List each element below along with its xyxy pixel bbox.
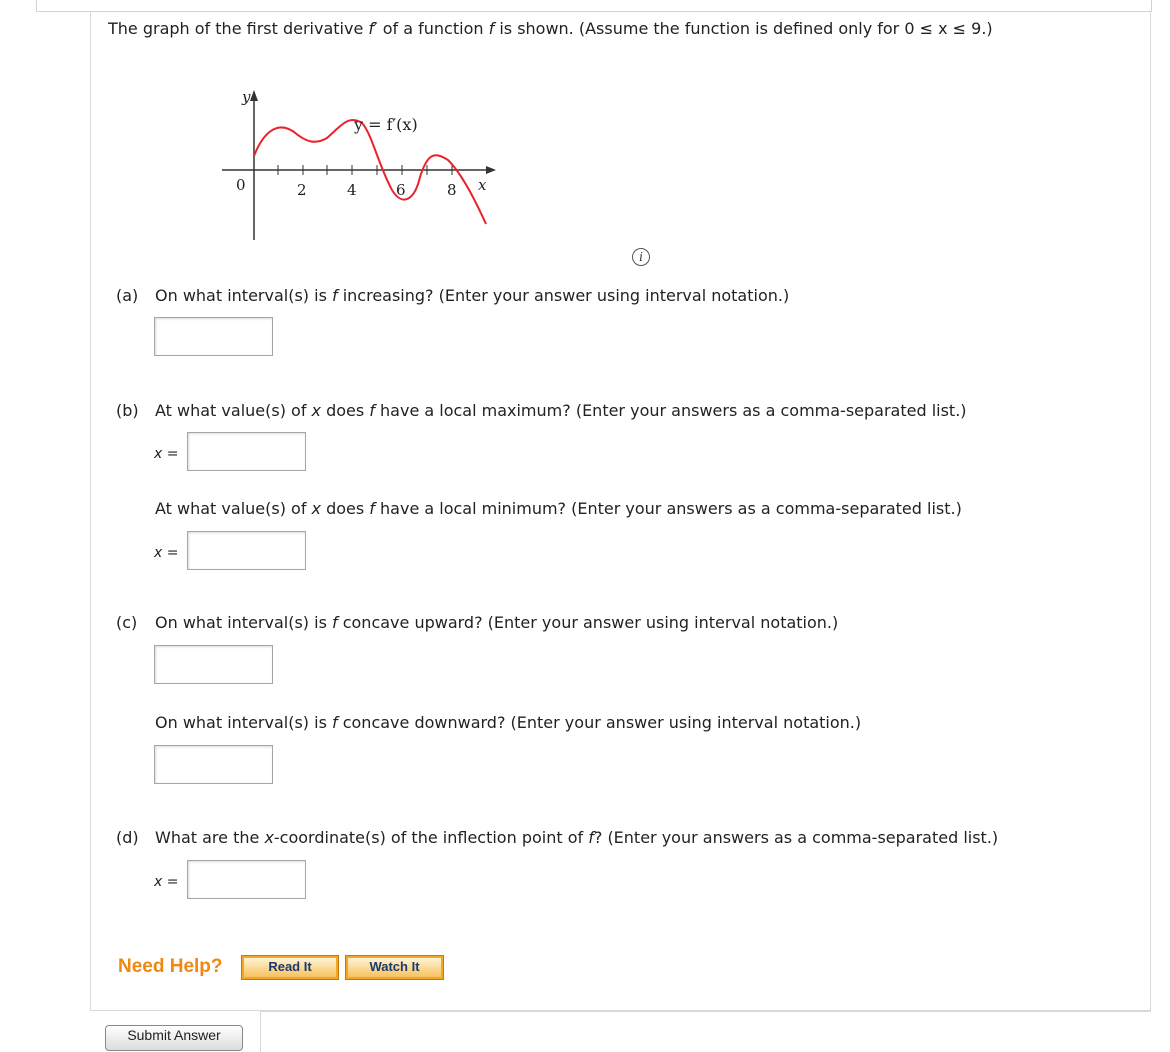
part-b-max-question: At what value(s) of x does f have a local maximum? (Enter your answers as a comma-separated list.) [155,401,967,420]
intro-text: The graph of the first derivative f′ of a function f is shown. (Assume the function is defined only for 0 ≤ x ≤ 9.) [108,19,993,38]
y-axis-label: y [242,88,251,106]
part-c-up-question: On what interval(s) is f concave upward? (Enter your answer using interval notation.) [155,613,839,632]
x-axis-arrow [486,166,496,174]
x-equals-label-min: x = [154,545,179,561]
part-a-question: On what interval(s) is f increasing? (Enter your answer using interval notation.) [155,286,790,305]
concave-up-input[interactable] [154,645,273,684]
tick-label-6: 6 [396,181,406,199]
need-help-label: Need Help? [118,956,223,977]
watch-it-button[interactable]: Watch It [345,955,444,980]
part-c-down-question: On what interval(s) is f concave downward? (Enter your answer using interval notation.) [155,713,862,732]
part-d-question: What are the x-coordinate(s) of the inflection point of f? (Enter your answers as a comma-separated list.) [155,828,999,847]
origin-label: 0 [236,176,246,194]
x-axis-label: x [478,176,487,194]
part-d-label: (d) [116,828,139,847]
x-equals-label-inflection: x = [154,874,179,890]
derivative-graph [220,82,510,242]
part-c-label: (c) [116,613,138,632]
curve-label: y = f′(x) [354,115,418,134]
part-b-min-question: At what value(s) of x does f have a local minimum? (Enter your answers as a comma-separated list.) [155,499,962,518]
increasing-interval-input[interactable] [154,317,273,356]
tick-label-4: 4 [347,181,357,199]
read-it-button[interactable]: Read It [241,955,339,980]
info-icon[interactable]: i [632,248,650,266]
fprime-curve [254,120,486,224]
x-equals-label-max: x = [154,446,179,462]
tick-label-2: 2 [297,181,307,199]
bottom-panel [260,1011,1151,1052]
part-b-label: (b) [116,401,139,420]
local-min-input[interactable] [187,531,306,570]
part-a-label: (a) [116,286,139,305]
y-axis-arrow [250,90,258,101]
submit-answer-button[interactable]: Submit Answer [105,1025,243,1051]
local-max-input[interactable] [187,432,306,471]
inflection-input[interactable] [187,860,306,899]
concave-down-input[interactable] [154,745,273,784]
tick-label-8: 8 [447,181,457,199]
